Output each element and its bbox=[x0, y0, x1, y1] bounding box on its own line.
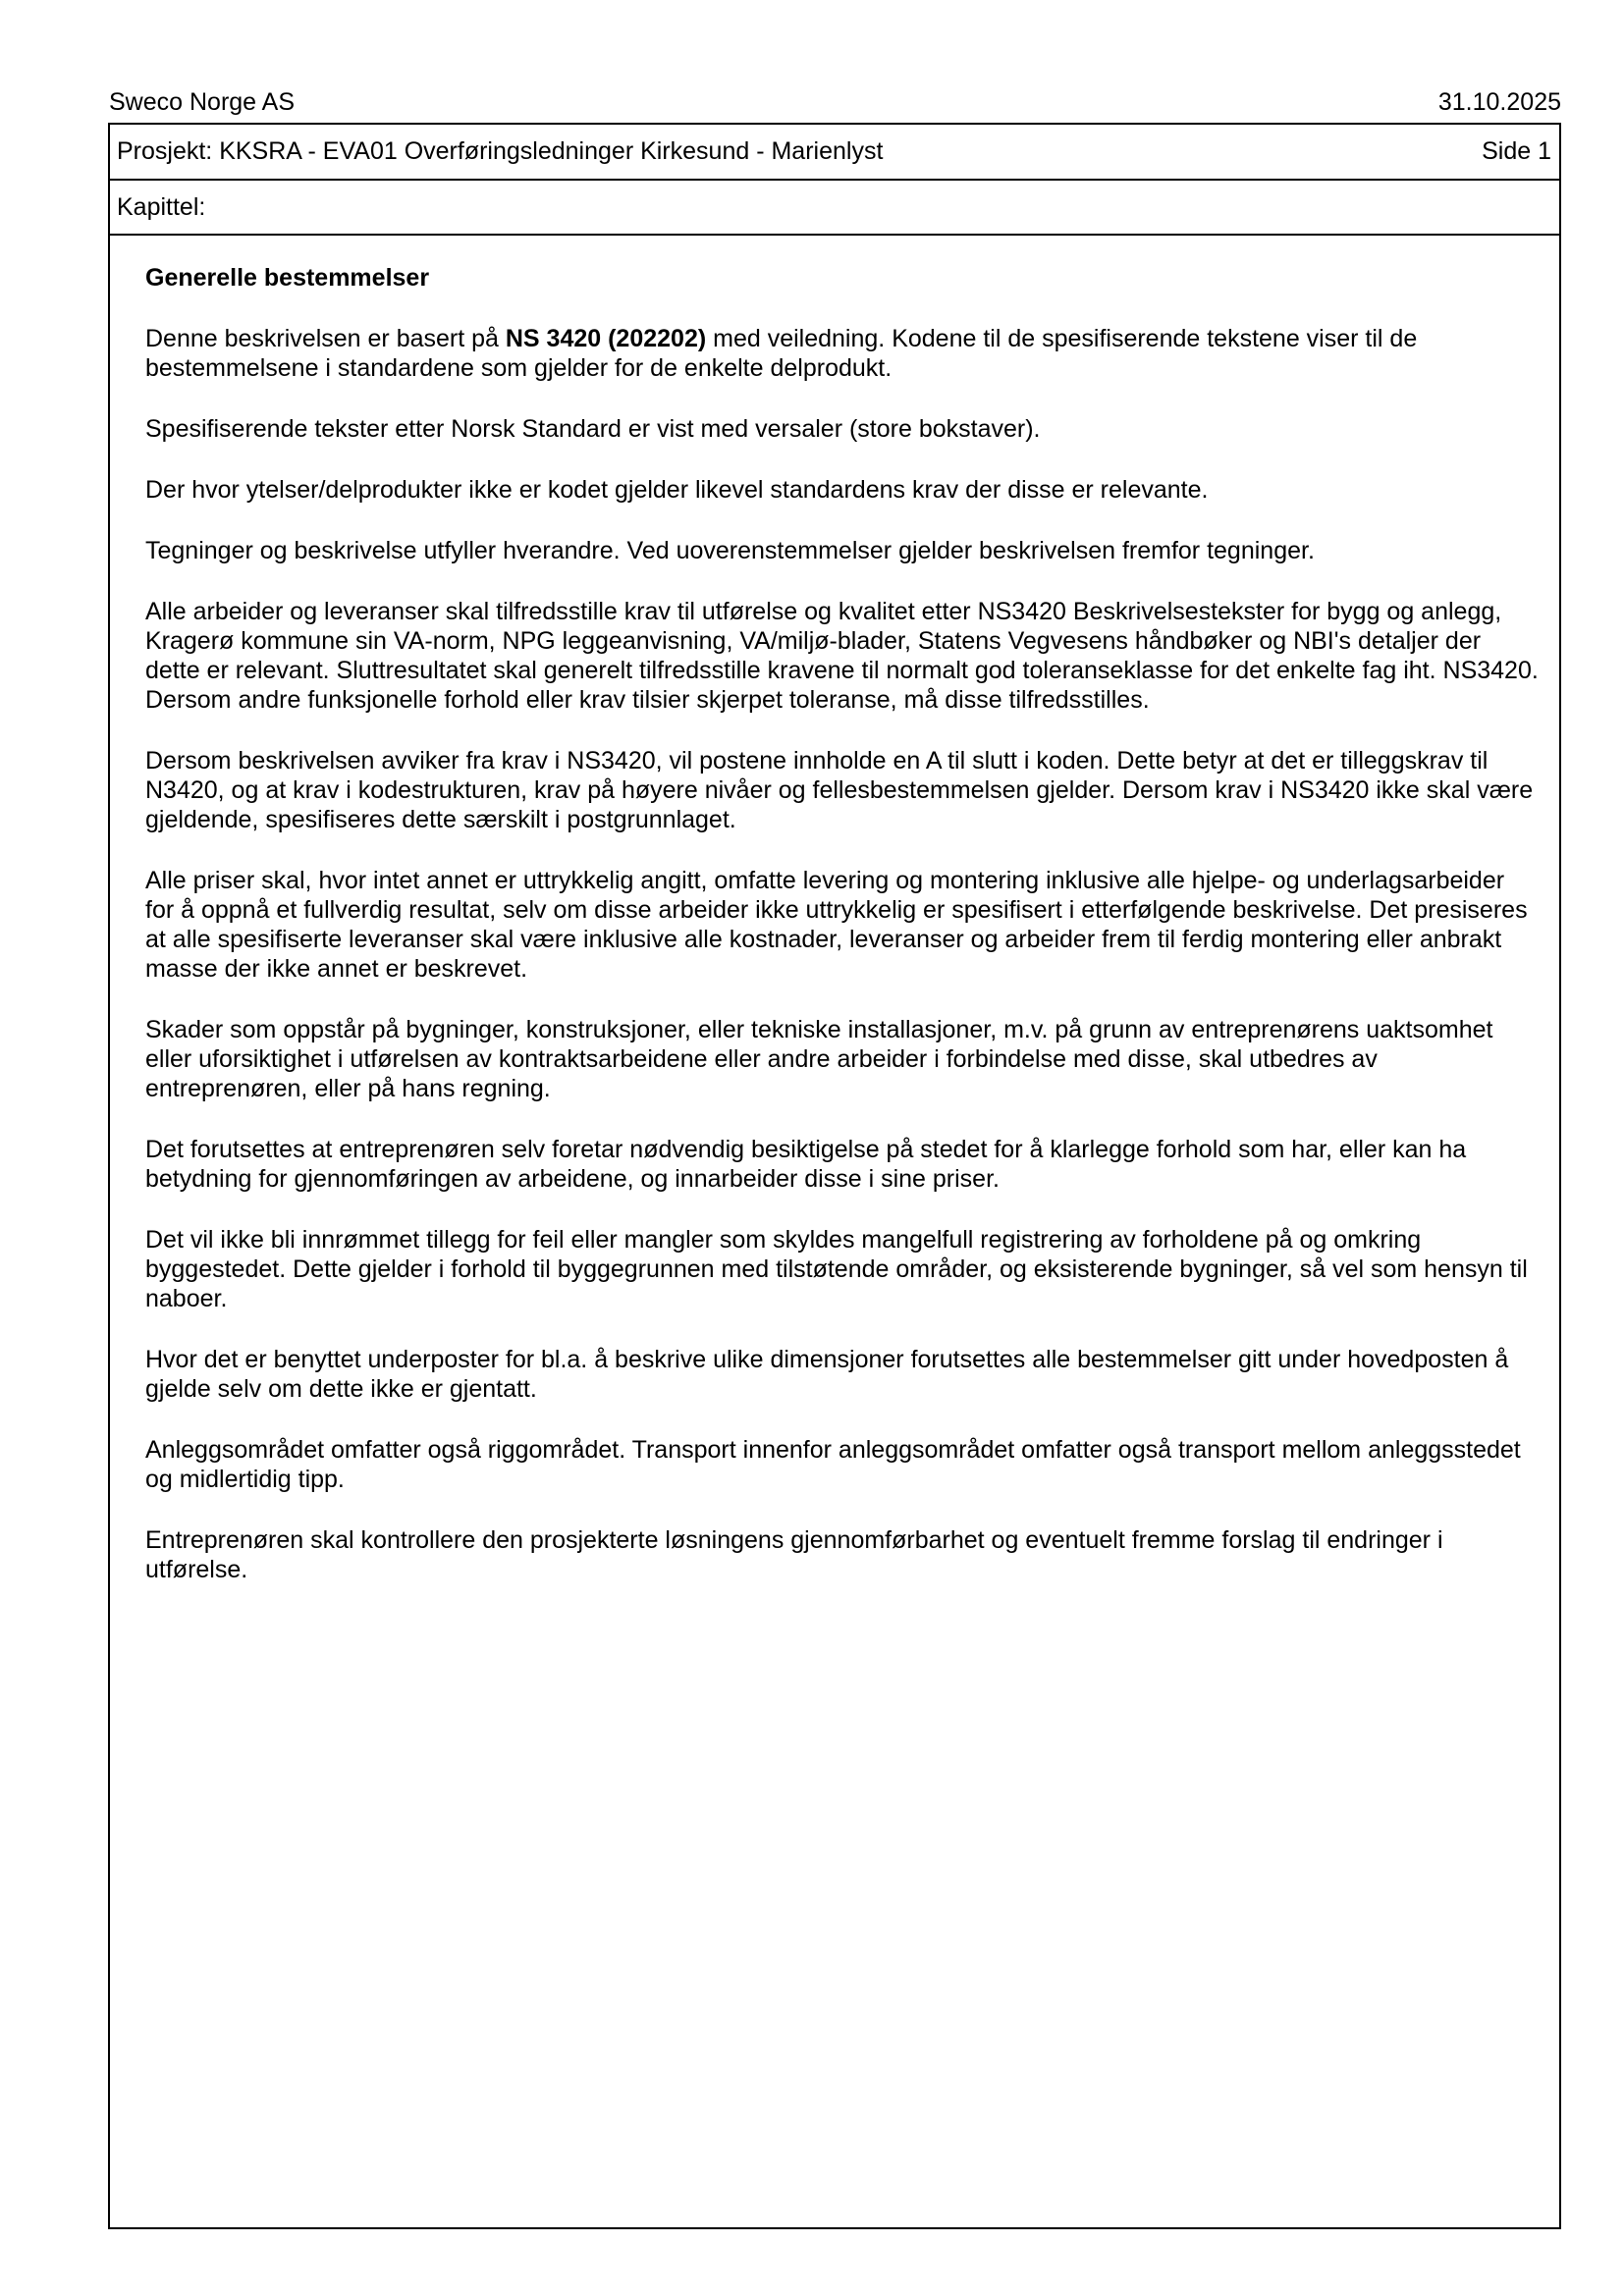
section-heading: Generelle bestemmelser bbox=[145, 264, 430, 292]
paragraph: Der hvor ytelser/delprodukter ikke er kodet gjelder likevel standardens krav der disse er relevante. bbox=[145, 476, 1209, 504]
standard-reference: NS 3420 (202202) bbox=[505, 325, 707, 352]
paragraph: Anleggsområdet omfatter også riggområdet. Transport innenfor anleggsområdet omfatter også transport mellom anleggsstedet og midlertidig tipp. bbox=[145, 1436, 1521, 1493]
project-row bbox=[110, 125, 1559, 181]
page-number: Side 1 bbox=[1482, 137, 1551, 165]
paragraph: Hvor det er benyttet underposter for bl.a. å beskrive ulike dimensjoner forutsettes alle bestemmelser gitt under hovedposten å gjelde selv om dette ikke er gjentatt. bbox=[145, 1346, 1509, 1403]
page-header bbox=[109, 82, 1561, 122]
chapter-row bbox=[110, 181, 1559, 236]
paragraph: Spesifiserende tekster etter Norsk Standard er vist med versaler (store bokstaver). bbox=[145, 415, 1041, 443]
document-date: 31.10.2025 bbox=[1437, 88, 1561, 116]
paragraph: Det vil ikke bli innrømmet tillegg for feil eller mangler som skyldes mangelfull registrering av forholdene på og omkring byggestedet. Dette gjelder i forhold til byggegrunnen med tilstøtende områder, og eksisterende bygninger, så vel som hensyn til naboer. bbox=[145, 1226, 1528, 1312]
paragraph: Alle arbeider og leveranser skal tilfredsstille krav til utførelse og kvalitet etter NS3420 Beskrivelsestekster for bygg og anlegg, Kragerø kommune sin VA-norm, NPG leggeanvisning, VA/miljø-blader, Statens Vegvesens håndbøker og NBI's detaljer der dette er relevant. Sluttresultatet skal generelt tilfredsstille kravene til normalt god toleranseklasse for det enkelte fag iht. NS3420. Dersom andre funksjonelle forhold eller krav tilsier skjerpet toleranse, må disse tilfredsstilles. bbox=[145, 598, 1539, 714]
paragraph: Entreprenøren skal kontrollere den prosjekterte løsningens gjennomførbarhet og eventuelt fremme forslag til endringer i utførelse. bbox=[145, 1526, 1443, 1583]
chapter-label: Kapittel: bbox=[117, 193, 206, 221]
paragraph: Dersom beskrivelsen avviker fra krav i NS3420, vil postene innholde en A til slutt i koden. Dette betyr at det er tilleggskrav til N3420, og at krav i kodestrukturen, krav på høyere nivåer og fellesbestemmelsen gjelder. Dersom krav i NS3420 ikke skal være gjeldende, spesifiseres dette særskilt i postgrunnlaget. bbox=[145, 747, 1534, 833]
project-title: Prosjekt: KKSRA - EVA01 Overføringsledninger Kirkesund - Marienlyst bbox=[117, 137, 884, 165]
paragraph-standard-basis bbox=[145, 324, 1540, 383]
document-frame bbox=[108, 123, 1561, 2229]
paragraph-text: Denne beskrivelsen er basert på bbox=[145, 325, 506, 352]
paragraph: Det forutsettes at entreprenøren selv foretar nødvendig besiktigelse på stedet for å klarlegge forhold som har, eller kan ha betydning for gjennomføringen av arbeidene, og innarbeider disse i sine priser. bbox=[145, 1136, 1467, 1193]
paragraph: Skader som oppstår på bygninger, konstruksjoner, eller tekniske installasjoner, m.v. på grunn av entreprenørens uaktsomhet eller uforsiktighet i utførelsen av kontraktsarbeidene eller andre arbeider i forbindelse med disse, skal utbedres av entreprenøren, eller på hans regning. bbox=[145, 1016, 1493, 1102]
company-name: Sweco Norge AS bbox=[109, 88, 295, 116]
paragraph: Tegninger og beskrivelse utfyller hverandre. Ved uoverenstemmelser gjelder beskrivelsen fremfor tegninger. bbox=[145, 537, 1315, 564]
document-body bbox=[145, 263, 1540, 1616]
paragraph: Alle priser skal, hvor intet annet er uttrykkelig angitt, omfatte levering og montering inklusive alle hjelpe- og underlagsarbeider for å oppnå et fullverdig resultat, selv om disse arbeider ikke uttrykkelig er spesifisert i etterfølgende beskrivelse. Det presiseres at alle spesifiserte leveranser skal være inklusive alle kostnader, leveranser og arbeider frem til ferdig montering eller anbrakt masse der ikke annet er beskrevet. bbox=[145, 867, 1528, 983]
paragraph-text: med veiledning. Kodene til de spesifiserende tekstene viser til de bestemmelsene i standardene som gjelder for de enkelte delprodukt. bbox=[145, 325, 1418, 382]
